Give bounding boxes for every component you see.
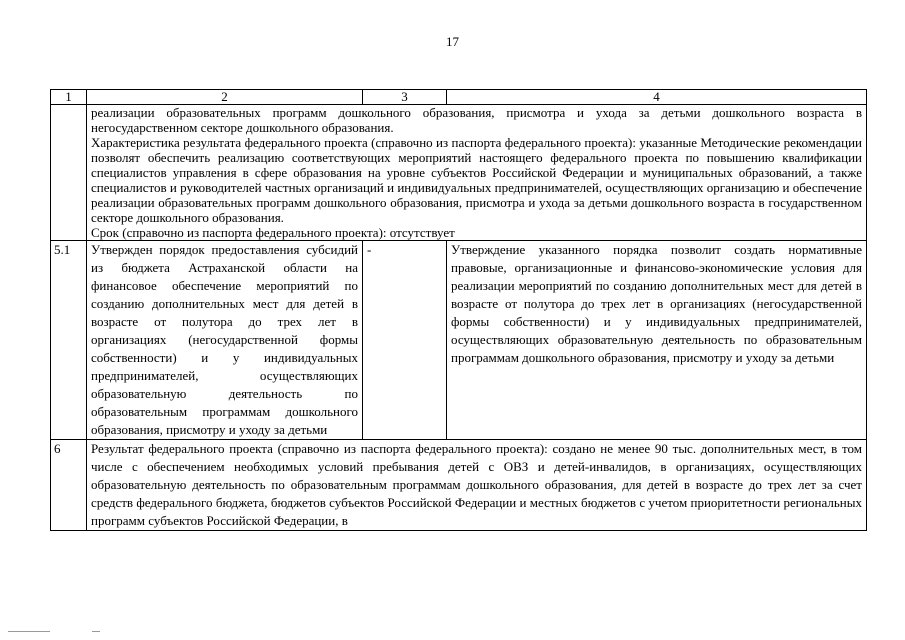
- row-number-6: 6: [51, 440, 87, 531]
- column-header-3: 3: [363, 90, 447, 105]
- column-header-4: 4: [447, 90, 867, 105]
- row-5-1-result: [447, 241, 867, 440]
- table-row-6: [51, 440, 867, 531]
- row-5-1-description-text: Утвержден порядок предоставления субсидий из бюджета Астраханской области на финансовое обеспечение мероприятий по созданию дополнительных мест для детей в возрасте от полутора до трех лет в организациях (негосударственной формы собственности) и у индивидуальных предпринимателей, осуществляющих образовательную деятельность по образовательным программам дошкольного образования, присмотру и уходу за детьми: [91, 242, 358, 437]
- scan-mark-left: [8, 631, 50, 632]
- continuation-text-cell: [87, 105, 867, 241]
- row-5-1-result-text: Утверждение указанного порядка позволит создать нормативные правовые, организационные и финансово-экономические условия для реализации мероприятий по созданию дополнительных мест для детей в возрасте от полутора до трех лет в организациях (негосударственной формы собственности) и у индивидуальных предпринимателей, осуществляющих образовательную деятельность по образовательным программам дошкольного образования, присмотру и уходу за детьми: [451, 242, 862, 365]
- row-5-1-column-3: -: [363, 241, 447, 440]
- document-table: [50, 89, 867, 531]
- page-number: 17: [446, 34, 459, 49]
- row-6-text-cell: [87, 440, 867, 531]
- row-6-text: Результат федерального проекта (справочно из паспорта федерального проекта): создано не менее 90 тыс. дополнительных мест, в том числе с обеспечением необходимых условий пребывания детей с ОВЗ и детей-инвалидов, в организациях, осуществляющих образовательную деятельность по образовательным программам дошкольного образования, для детей в возрасте до трех лет за счет средств федерального бюджета, бюджетов субъектов Российской Федерации и местных бюджетов с учетом приоритетности региональных программ субъектов Российской Федерации, в: [91, 441, 862, 528]
- continuation-number-cell: [51, 105, 87, 241]
- continuation-paragraph-3: Срок (справочно из паспорта федерального проекта): отсутствует: [91, 225, 455, 240]
- row-5-1-description: [87, 241, 363, 440]
- table-row-5-1: [51, 241, 867, 440]
- continuation-paragraph-1: реализации образовательных программ дошкольного образования, присмотра и ухода за детьми дошкольного возраста в негосударственном секторе дошкольного образования.: [91, 105, 862, 135]
- scan-edge-marks: [8, 625, 128, 635]
- column-header-1: 1: [51, 90, 87, 105]
- table-header-row: [51, 90, 867, 105]
- continuation-paragraph-2: Характеристика результата федерального проекта (справочно из паспорта федерального проекта): указанные Методические рекомендации позволят обеспечить реализацию соответствующих мероприятий настоящего федерального проекта по повышению квалификации специалистов управления в сфере образования на уровне субъектов Российской Федерации и муниципальных образований, а также специалистов и руководителей частных организаций и индивидуальных предпринимателей, осуществляющих организацию и обеспечение реализации образовательных программ дошкольного образования, присмотра и ухода за детьми дошкольного возраста в государственном секторе дошкольного образования.: [91, 135, 862, 225]
- row-number-5-1: 5.1: [51, 241, 87, 440]
- continuation-row: [51, 105, 867, 241]
- column-header-2: 2: [87, 90, 363, 105]
- scan-mark-right: [92, 631, 100, 632]
